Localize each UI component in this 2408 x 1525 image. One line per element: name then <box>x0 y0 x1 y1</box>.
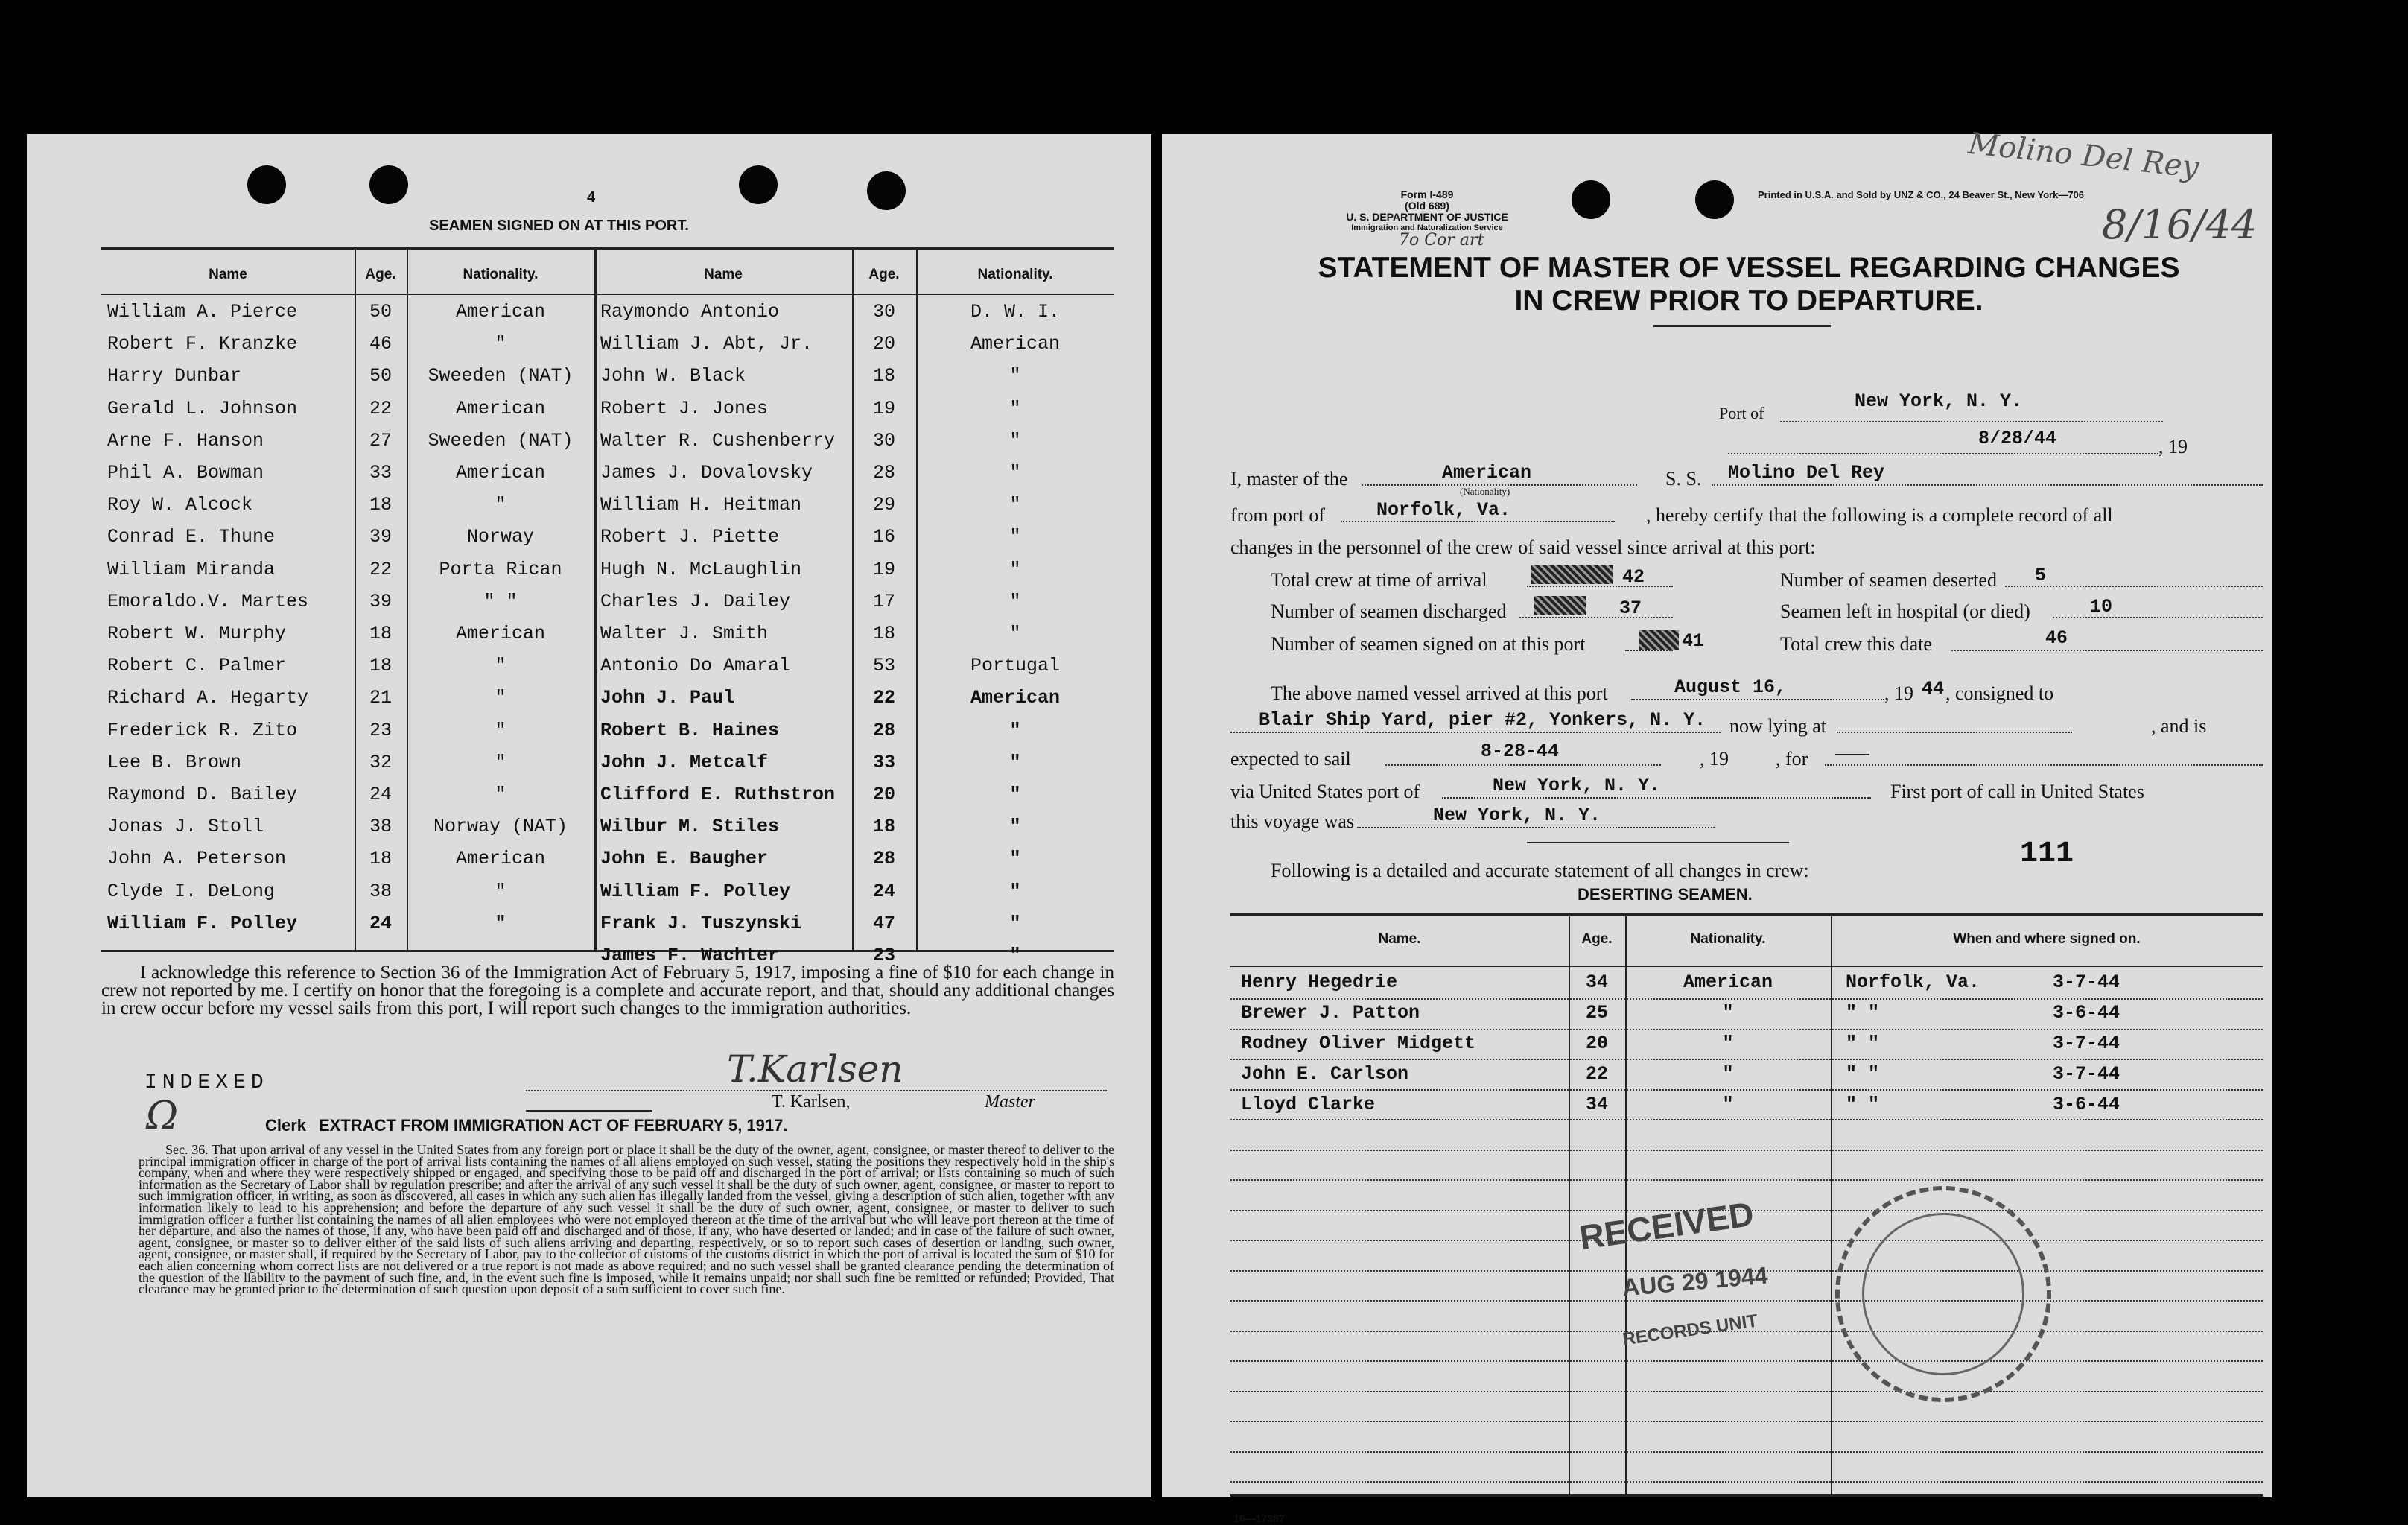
printer-credit: Printed in U.S.A. and Sold by UNZ & CO., 24 Beaver St., New York—706 <box>1758 189 2085 200</box>
seaman-age: 18 <box>369 655 392 677</box>
table-row-line <box>1230 1179 2263 1181</box>
seaman-name: John E. Baugher <box>600 848 769 870</box>
seaman-name: James J. Dovalovsky <box>600 462 813 484</box>
seaman-nationality: " <box>1009 816 1021 838</box>
total-date-value: 46 <box>2045 627 2068 649</box>
seaman-age: 20 <box>872 333 895 355</box>
deserted-value: 5 <box>2035 565 2047 586</box>
voyage-value: New York, N. Y. <box>1433 805 1601 826</box>
punch-hole <box>369 165 408 204</box>
signed-on-line <box>1625 650 1673 651</box>
deserter-signed-place: Norfolk, Va. <box>1846 971 1980 993</box>
deserter-name: Rodney Oliver Midgett <box>1241 1033 1476 1054</box>
seaman-age: 19 <box>872 397 895 419</box>
left-page <box>27 134 1151 1497</box>
port-line <box>1780 421 2163 422</box>
lying-label: now lying at <box>1729 715 1826 737</box>
deserter-nationality: " <box>1722 1002 1734 1024</box>
seaman-age: 18 <box>369 623 392 644</box>
struck-value <box>1639 630 1679 650</box>
deserter-name: Lloyd Clarke <box>1241 1094 1376 1115</box>
deserter-age: 25 <box>1585 1002 1608 1024</box>
following-text: Following is a detailed and accurate statement of all changes in crew: <box>1271 860 1809 881</box>
punch-hole <box>1695 180 1734 219</box>
deserter-name: John E. Carlson <box>1241 1063 1409 1085</box>
deserter-age: 34 <box>1585 971 1608 993</box>
table-row-line <box>1230 998 2263 1000</box>
seaman-nationality: " <box>495 333 506 355</box>
seaman-age: 28 <box>872 719 895 741</box>
master-label: Master <box>985 1092 1035 1112</box>
department: U. S. DEPARTMENT OF JUSTICE <box>1346 211 1508 223</box>
seaman-age: 50 <box>369 301 392 323</box>
seaman-nationality: " <box>495 751 506 773</box>
table-row-line <box>1230 1089 2263 1091</box>
hospital-value: 10 <box>2090 596 2113 618</box>
handwritten-note: 7o Cor art <box>1399 231 1484 250</box>
seaman-name: Jonas J. Stoll <box>107 816 264 838</box>
arrived-year-label: , 19 <box>1884 682 1913 704</box>
seaman-nationality: American <box>455 462 546 484</box>
deserter-signed-date: 3-6-44 <box>2053 1002 2120 1024</box>
seaman-age: 18 <box>872 623 895 644</box>
seaman-name: James F. Wachter <box>600 945 780 966</box>
seaman-nationality: " <box>1009 784 1021 805</box>
ss-line <box>1712 484 2263 486</box>
seaman-name: Robert C. Palmer <box>107 655 287 677</box>
from-port-value: Norfolk, Va. <box>1376 499 1511 521</box>
deserter-nationality: " <box>1722 1094 1734 1115</box>
deserter-signed-place: " " <box>1846 1002 1880 1024</box>
table-row-line <box>1230 1240 2263 1241</box>
seaman-name: Richard A. Hegarty <box>107 687 309 709</box>
received-stamp: RECEIVED <box>1577 1193 1756 1258</box>
seaman-age: 28 <box>872 848 895 870</box>
extract-text: Sec. 36. That upon arrival of any vessel in the United States from any foreign port or place it shall be the duty of the owner, agent, consignee, or master thereof to deliver to the principal immigration officer in charge of the port of arrival lists containing the names of all aliens employed on such vessel, stating the positions they respectively hold in the ship's company, when and where they were respectively shipped or engaged, and specifying those to be paid off and discharged in the port of arrival; or lists containing so much of such information as the Secretary of Labor shall by regulation prescribe; and after the arrival of any such vessel it shall be the duty of such owner, agent, consignee, or master to report to such immigration officer, in writing, as soon as discovered, all cases in which any such alien has illegally landed from the vessel, giving a description of such alien, together with any information likely to lead to his apprehension; and before the departure of any such vessel it shall be the duty of such owner, agent, consignee, or master to deliver to such immigration officer a further list containing the names of all alien employees who were not employed thereon at the time of the arrival but who will leave port thereon at the time of her departure, and also the names of those, if any, who have been paid off and discharged and of those, if any, who have deserted or landed; and in case of the failure of such owner, agent, consignee, or master so to deliver either of the said lists of such aliens arriving and departing, respectively, or so to report such cases of desertion or landing, such owner, agent, consignee, or master shall, if required by the Secretary of Labor, pay to the collector of customs of the customs district in which the port of arrival is located the sum of $10 for each alien concerning whom correct lists are not delivered or a true report is not made as above required; and no such vessel shall be granted clearance pending the determination of the question of the liability to the payment of such fine, and, in the event such fine is imposed, while it remains unpaid; nor shall such fine be remitted or refunded; Provided, That clearance may be granted prior to the determination of such question upon deposit of a sum sufficient to cover such fine. <box>139 1142 1114 1297</box>
seaman-age: 53 <box>872 655 895 677</box>
total-arrival-label: Total crew at time of arrival <box>1271 569 1487 591</box>
port-of-value: New York, N. Y. <box>1855 390 2023 412</box>
seaman-name: Lee B. Brown <box>107 751 242 773</box>
seaman-age: 18 <box>369 848 392 870</box>
seaman-name: William Miranda <box>107 558 276 580</box>
seaman-age: 20 <box>872 784 895 805</box>
seaman-age: 50 <box>369 365 392 387</box>
for-dash <box>1835 754 1869 755</box>
seaman-nationality: " <box>495 912 506 934</box>
deserter-signed-place: " " <box>1846 1033 1880 1054</box>
header-name: Name. <box>1378 931 1421 947</box>
seaman-name: Phil A. Bowman <box>107 462 264 484</box>
deserter-name: Brewer J. Patton <box>1241 1002 1420 1024</box>
struck-value <box>1534 596 1586 615</box>
seaman-name: Robert W. Murphy <box>107 623 287 644</box>
seaman-name: Frank J. Tuszynski <box>600 912 802 934</box>
punch-hole <box>1572 180 1610 219</box>
via-value: New York, N. Y. <box>1493 775 1661 796</box>
deserter-age: 34 <box>1585 1094 1608 1115</box>
nationality-value: American <box>1442 462 1532 484</box>
seaman-nationality: " <box>1009 880 1021 902</box>
seaman-name: John A. Peterson <box>107 848 287 870</box>
table-row-line <box>1230 1391 2263 1392</box>
seaman-age: 46 <box>369 333 392 355</box>
rule <box>526 1110 652 1112</box>
col-divider <box>594 247 597 950</box>
voyage-line <box>1357 827 1715 828</box>
col-divider <box>1831 913 1832 1494</box>
header-age: Age. <box>1581 931 1613 947</box>
seaman-age: 38 <box>369 880 392 902</box>
seaman-nationality: " <box>1009 848 1021 870</box>
seaman-age: 24 <box>872 880 895 902</box>
table-row-line <box>1230 1119 2263 1120</box>
year-suffix: , 19 <box>2158 436 2188 457</box>
deserting-bottom-rule <box>1230 1494 2263 1497</box>
deserter-name: Henry Hegedrie <box>1241 971 1398 993</box>
via-line <box>1442 797 1871 799</box>
handwritten-ship-name: Molino Del Rey <box>1966 126 2201 186</box>
hospital-line <box>2053 617 2263 618</box>
deserter-signed-date: 3-7-44 <box>2053 971 2120 993</box>
seaman-age: 18 <box>872 365 895 387</box>
seaman-name: Clifford E. Ruthstron <box>600 784 836 805</box>
hospital-label: Seamen left in hospital (or died) <box>1780 600 2030 622</box>
discharged-label: Number of seamen discharged <box>1271 600 1507 622</box>
for-label: , for <box>1776 748 1808 770</box>
seaman-name: John J. Metcalf <box>600 751 769 773</box>
seaman-age: 23 <box>369 719 392 741</box>
from-port-label: from port of <box>1230 504 1326 526</box>
sail-year: , 19 <box>1700 748 1729 770</box>
seaman-nationality: " <box>1009 365 1021 387</box>
seaman-name: John J. Paul <box>600 687 735 709</box>
seaman-name: William F. Polley <box>600 880 791 902</box>
seaman-name: Wilbur M. Stiles <box>600 816 780 838</box>
seaman-name: Emoraldo.V. Martes <box>107 590 309 612</box>
discharged-line <box>1519 617 1673 618</box>
seaman-nationality: " <box>495 719 506 741</box>
sail-line <box>1385 764 1661 766</box>
page-mark: 111 <box>2020 837 2074 871</box>
table-row-line <box>1230 1059 2263 1060</box>
date-value: 8/28/44 <box>1978 428 2057 449</box>
deserting-top-rule <box>1230 913 2263 916</box>
indexed-stamp: INDEXED <box>144 1071 269 1094</box>
seaman-nationality: " <box>495 784 506 805</box>
header-signed-on: When and where signed on. <box>1953 931 2141 947</box>
deserter-signed-date: 3-6-44 <box>2053 1094 2120 1115</box>
arrived-label: The above named vessel arrived at this port <box>1271 682 1608 704</box>
seaman-nationality: " <box>495 880 506 902</box>
left-title: SEAMEN SIGNED ON AT THIS PORT. <box>429 218 689 234</box>
voyage-label: this voyage was <box>1230 811 1355 832</box>
seaman-age: 22 <box>872 687 895 709</box>
deserter-age: 20 <box>1585 1033 1608 1054</box>
seaman-age: 30 <box>872 429 895 451</box>
seaman-age: 19 <box>872 558 895 580</box>
total-arrival-line <box>1527 586 1673 587</box>
table-row-line <box>1230 1360 2263 1362</box>
seaman-nationality: " <box>1009 397 1021 419</box>
seaman-name: Clyde I. DeLong <box>107 880 276 902</box>
seaman-age: 24 <box>369 912 392 934</box>
seaman-nationality: " <box>495 655 506 677</box>
seaman-nationality: Porta Rican <box>439 558 562 580</box>
col-divider <box>1625 913 1627 1494</box>
title-line-2: IN CREW PRIOR TO DEPARTURE. <box>1514 285 1983 317</box>
seaman-age: 32 <box>369 751 392 773</box>
punch-hole <box>247 165 286 204</box>
seaman-nationality: " <box>1009 429 1021 451</box>
punch-hole <box>739 165 778 204</box>
acknowledgement: I acknowledge this reference to Section 36 of the Immigration Act of February 5, 1917, imposing a fine of $10 for each change in crew not reported by me. I certify on honor that the foregoing is a complete and accurate report, and that, should any additional changes in crew occur before my vessel sails from this port, I will report such changes to the immigration authorities. <box>101 963 1114 1018</box>
table-row-line <box>1230 1451 2263 1453</box>
total-date-label: Total crew this date <box>1780 633 1932 655</box>
seaman-nationality: " <box>1009 912 1021 934</box>
seaman-age: 23 <box>872 945 895 966</box>
seaman-age: 33 <box>369 462 392 484</box>
deserted-label: Number of seamen deserted <box>1780 569 1997 591</box>
deserter-nationality: American <box>1683 971 1773 993</box>
header-nationality: Nationality. <box>1690 931 1766 947</box>
seaman-nationality: " " <box>483 590 518 612</box>
seaman-name: Robert J. Piette <box>600 526 780 548</box>
seaman-age: 22 <box>369 397 392 419</box>
arrived-line <box>1631 699 1884 700</box>
seaman-name: Robert B. Haines <box>600 719 780 741</box>
seaman-name: John W. Black <box>600 365 746 387</box>
deserter-nationality: " <box>1722 1063 1734 1085</box>
seaman-name: William F. Polley <box>107 912 298 934</box>
seaman-nationality: American <box>455 397 546 419</box>
form-header <box>1330 189 1524 234</box>
changes-text: changes in the personnel of the crew of said vessel since arrival at this port: <box>1230 536 1816 558</box>
seaman-name: Antonio Do Amaral <box>600 655 791 677</box>
punch-hole <box>867 171 906 210</box>
table-row-line <box>1230 1150 2263 1151</box>
seaman-nationality: " <box>1009 945 1021 966</box>
seaman-age: 30 <box>872 301 895 323</box>
seaman-age: 33 <box>872 751 895 773</box>
header-name: Name <box>209 267 247 282</box>
deserter-age: 22 <box>1585 1063 1608 1085</box>
seaman-age: 17 <box>872 590 895 612</box>
table-row-line <box>1230 1029 2263 1030</box>
sail-label: expected to sail <box>1230 748 1351 770</box>
form-old: (Old 689) <box>1405 200 1449 212</box>
signature-line <box>526 1090 1107 1091</box>
seaman-name: Walter R. Cushenberry <box>600 429 836 451</box>
seaman-nationality: Sweeden (NAT) <box>428 365 574 387</box>
form-title <box>1227 252 2270 317</box>
seaman-name: Robert F. Kranzke <box>107 333 298 355</box>
seaman-name: Raymondo Antonio <box>600 301 780 323</box>
seaman-nationality: American <box>455 301 546 323</box>
ss-value: Molino Del Rey <box>1728 462 1885 484</box>
extract-title: EXTRACT FROM IMMIGRATION ACT OF FEBRUARY 5, 1917. <box>319 1116 788 1135</box>
deserter-signed-place: " " <box>1846 1063 1880 1085</box>
seaman-nationality: Sweeden (NAT) <box>428 429 574 451</box>
seaman-age: 29 <box>872 494 895 516</box>
table-row-line <box>1230 1300 2263 1302</box>
records-unit-stamp: RECORDS UNIT <box>1621 1310 1759 1350</box>
ss-label: S. S. <box>1665 468 1702 489</box>
header-age: Age. <box>365 267 396 282</box>
seaman-nationality: Norway <box>466 526 534 548</box>
page-number: 4 <box>587 189 596 206</box>
seaman-name: Harry Dunbar <box>107 365 242 387</box>
and-is: , and is <box>2151 715 2207 737</box>
seaman-nationality: American <box>970 687 1061 709</box>
seaman-name: Raymond D. Bailey <box>107 784 298 805</box>
seaman-nationality: American <box>970 333 1061 355</box>
arrived-value: August 16, <box>1674 676 1787 698</box>
seaman-nationality: D. W. I. <box>970 301 1061 323</box>
signed-on-value: 41 <box>1682 630 1705 652</box>
title-line-1: STATEMENT OF MASTER OF VESSEL REGARDING CHANGES <box>1318 252 2180 284</box>
signed-on-label: Number of seamen signed on at this port <box>1271 633 1586 655</box>
seaman-age: 39 <box>369 590 392 612</box>
table-row-line <box>1230 1421 2263 1422</box>
seaman-nationality: " <box>1009 526 1021 548</box>
struck-value <box>1531 565 1613 584</box>
deserter-signed-date: 3-7-44 <box>2053 1063 2120 1085</box>
consignee-line <box>1230 732 1721 733</box>
via-label: via United States port of <box>1230 781 1420 802</box>
master-of-label: I, master of the <box>1230 468 1348 489</box>
discharged-value: 37 <box>1619 597 1642 619</box>
seaman-age: 22 <box>369 558 392 580</box>
seaman-name: Arne F. Hanson <box>107 429 264 451</box>
seaman-age: 28 <box>872 462 895 484</box>
signature: T.Karlsen <box>727 1047 903 1091</box>
seaman-nationality: " <box>1009 623 1021 644</box>
header-age: Age. <box>868 267 900 282</box>
seaman-age: 47 <box>872 912 895 934</box>
first-port-label: First port of call in United States <box>1890 781 2144 802</box>
seaman-name: Gerald L. Johnson <box>107 397 298 419</box>
seaman-nationality: American <box>455 848 546 870</box>
seaman-name: William A. Pierce <box>107 301 298 323</box>
seaman-age: 38 <box>369 816 392 838</box>
lying-value: Blair Ship Yard, pier #2, Yonkers, N. Y. <box>1259 709 1706 731</box>
seaman-nationality: American <box>455 623 546 644</box>
seaman-name: William J. Abt, Jr. <box>600 333 813 355</box>
handwritten-date: 8/16/44 <box>2102 201 2258 248</box>
seaman-nationality: " <box>1009 590 1021 612</box>
seaman-name: Conrad E. Thune <box>107 526 276 548</box>
consigned-label: , consigned to <box>1945 682 2054 704</box>
seaman-nationality: Norway (NAT) <box>433 816 568 838</box>
right-page <box>1162 126 2272 1524</box>
seaman-age: 27 <box>369 429 392 451</box>
title-underline <box>1653 325 1831 327</box>
seaman-age: 18 <box>369 494 392 516</box>
seaman-name: Frederick R. Zito <box>107 719 298 741</box>
table-top-rule <box>101 247 1114 250</box>
seaman-name: Robert J. Jones <box>600 397 769 419</box>
deserting-header-rule <box>1230 966 2263 967</box>
rule <box>1527 842 1789 843</box>
sail-value: 8-28-44 <box>1481 741 1560 762</box>
seaman-name: Walter J. Smith <box>600 623 769 644</box>
table-row-line <box>1230 1481 2263 1483</box>
seaman-nationality: " <box>495 494 506 516</box>
seaman-age: 21 <box>369 687 392 709</box>
seaman-nationality: " <box>1009 751 1021 773</box>
clerk-label: Clerk <box>265 1116 307 1135</box>
seaman-name: William H. Heitman <box>600 494 802 516</box>
clerk-initials: Ω <box>146 1094 179 1138</box>
form-number: Form I-489 <box>1400 188 1454 200</box>
seaman-age: 24 <box>369 784 392 805</box>
seaman-age: 16 <box>872 526 895 548</box>
footer-code: 16—17387 <box>1233 1512 1285 1524</box>
certify-text: , hereby certify that the following is a complete record of all <box>1646 504 2113 526</box>
lying-line <box>1837 732 2072 733</box>
seaman-name: Hugh N. McLaughlin <box>600 558 802 580</box>
header-nationality: Nationality. <box>977 267 1053 282</box>
port-of-label: Port of <box>1719 404 1764 422</box>
seaman-nationality: " <box>1009 494 1021 516</box>
seaman-nationality: " <box>1009 719 1021 741</box>
seaman-age: 18 <box>872 816 895 838</box>
signature-name: T. Karlsen, <box>772 1092 851 1112</box>
service: Immigration and Naturalization Service <box>1351 223 1503 232</box>
deserter-nationality: " <box>1722 1033 1734 1054</box>
total-arrival-value: 42 <box>1622 566 1645 588</box>
header-nationality: Nationality. <box>463 267 539 282</box>
deserting-title: DESERTING SEAMEN. <box>1578 885 1753 904</box>
col-divider <box>1569 913 1570 1494</box>
table-header-rule <box>101 294 1114 295</box>
seaman-nationality: " <box>495 687 506 709</box>
arrived-year-value: 44 <box>1922 678 1945 700</box>
seaman-name: Charles J. Dailey <box>600 590 791 612</box>
received-stamp-date: AUG 29 1944 <box>1621 1261 1769 1302</box>
nationality-caption: (Nationality) <box>1460 486 1510 497</box>
seaman-nationality: " <box>1009 558 1021 580</box>
from-port-line <box>1341 521 1615 522</box>
for-line <box>1825 764 2263 766</box>
seaman-name: Roy W. Alcock <box>107 494 253 516</box>
seaman-nationality: " <box>1009 462 1021 484</box>
header-name: Name <box>704 267 743 282</box>
seaman-nationality: Portugal <box>970 655 1061 677</box>
seaman-age: 39 <box>369 526 392 548</box>
total-date-line <box>1951 650 2263 651</box>
deserter-signed-place: " " <box>1846 1094 1880 1115</box>
date-line <box>1728 453 2158 454</box>
deserter-signed-date: 3-7-44 <box>2053 1033 2120 1054</box>
